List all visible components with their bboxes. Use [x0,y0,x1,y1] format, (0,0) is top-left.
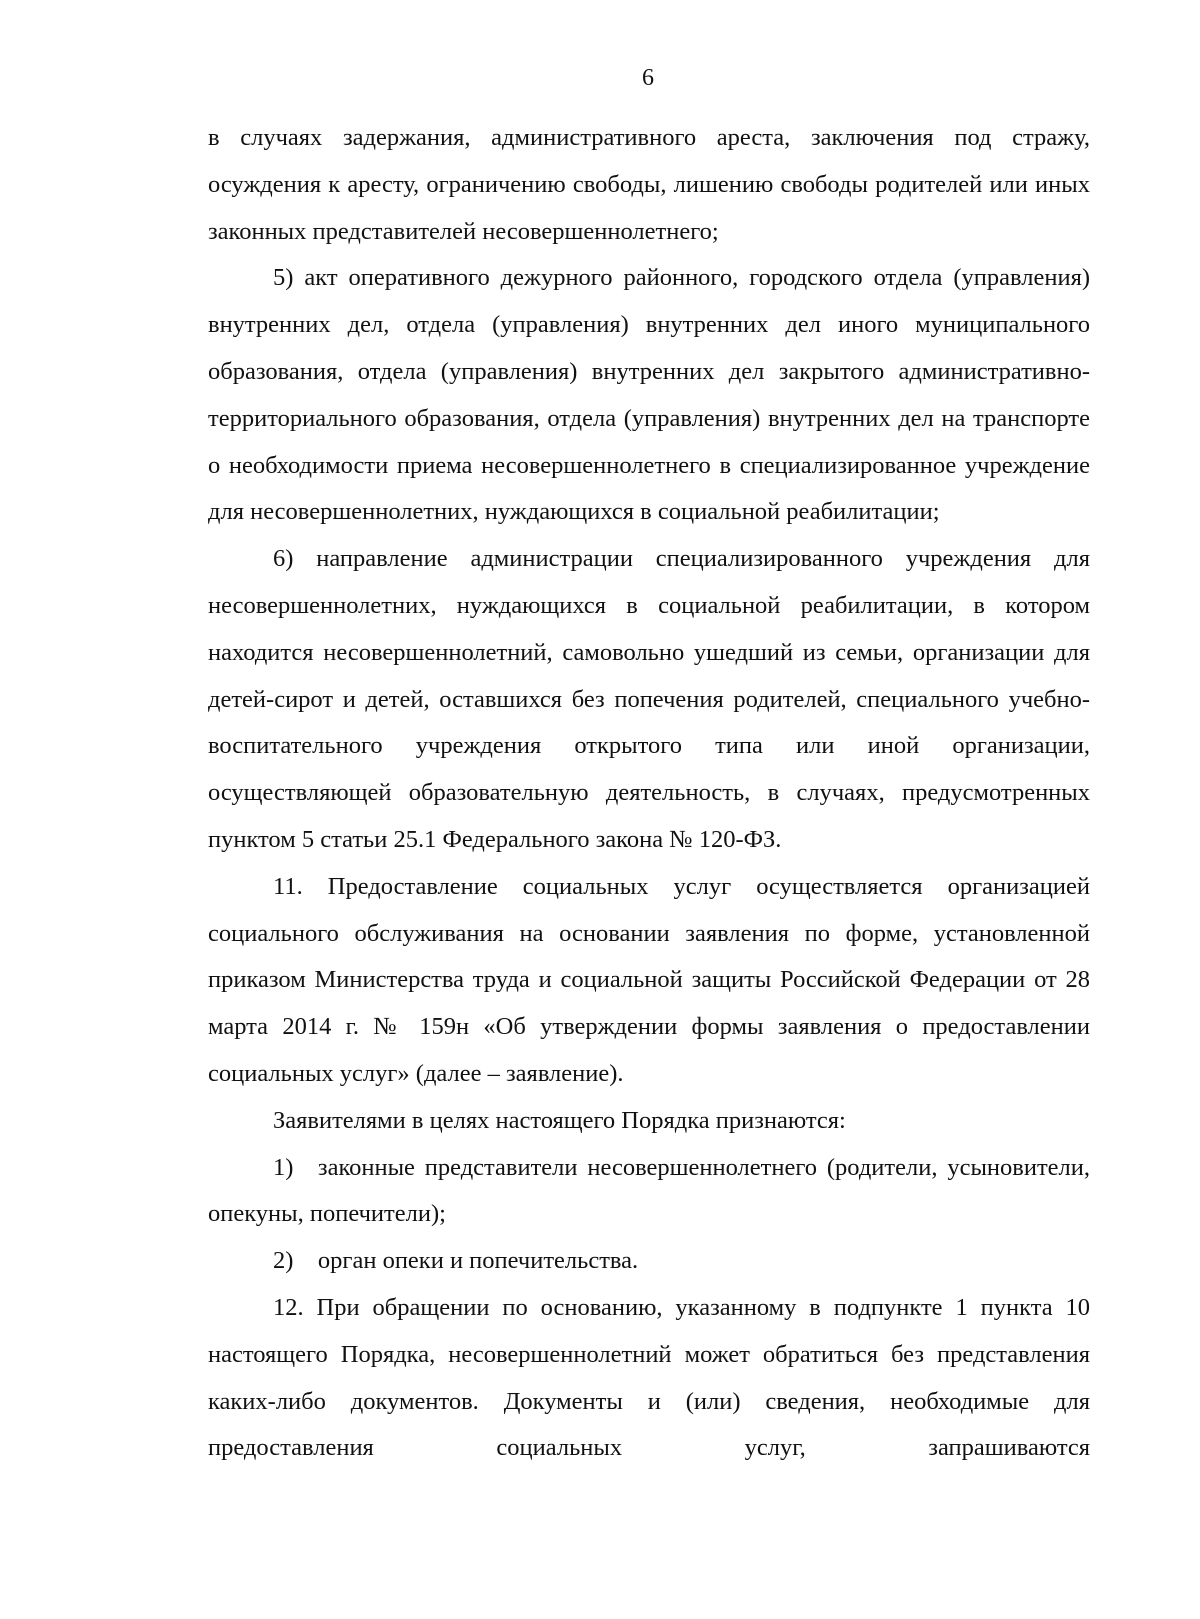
paragraph-applicant-2: 2) орган опеки и попечительства. [273,1247,639,1275]
paragraph-applicants-intro: Заявителями в целях настоящего Порядка признаются: [273,1106,846,1134]
paragraph-applicant-1: 1) законные представители несовершеннолетнего (родители, усыновители, опекуны, попечители); [208,1153,1090,1228]
document-body [208,115,1090,1472]
paragraph-section-11: 11. Предоставление социальных услуг осуществляется организацией социального обслуживания на основании заявления по форме, установленной приказом Министерства труда и социальной защиты Российской Федерации от 28 марта 2014 г. № 159н «Об утверждении формы заявления о предоставлении социальных услуг» (далее – заявление). [208,872,1090,1087]
paragraph-item-5: 5) акт оперативного дежурного районного, городского отдела (управления) внутренних дел, отдела (управления) внутренних дел иного муниципального образования, отдела (управления) внутренних дел закрытого административно-территориального образования, отдела (управления) внутренних дел на транспорте о необходимости приема несовершеннолетнего в специализированное учреждение для несовершеннолетних, нуждающихся в социальной реабилитации; [208,264,1090,526]
paragraph-item-6: 6) направление администрации специализированного учреждения для несовершеннолетних, нуждающихся в социальной реабилитации, в котором находится несовершеннолетний, самовольно ушедший из семьи, организации для детей-сирот и детей, оставшихся без попечения родителей, специального учебно-воспитательного учреждения открытого типа или иной организации, осуществляющей образовательную деятельность, в случаях, предусмотренных пунктом 5 статьи 25.1 Федерального закона № 120-ФЗ. [208,545,1090,853]
paragraph-continuation: в случаях задержания, административного ареста, заключения под стражу, осуждения к аресту, ограничению свободы, лишению свободы родителей или иных законных представителей несовершеннолетнего; [208,124,1090,245]
page-number: 6 [642,65,654,91]
paragraph-section-12: 12. При обращении по основанию, указанному в подпункте 1 пункта 10 настоящего Порядка, несовершеннолетний может обратиться без представления каких-либо документов. Документы и (или) сведения, необходимые для предоставления социальных услуг, запрашиваются [208,1293,1090,1462]
